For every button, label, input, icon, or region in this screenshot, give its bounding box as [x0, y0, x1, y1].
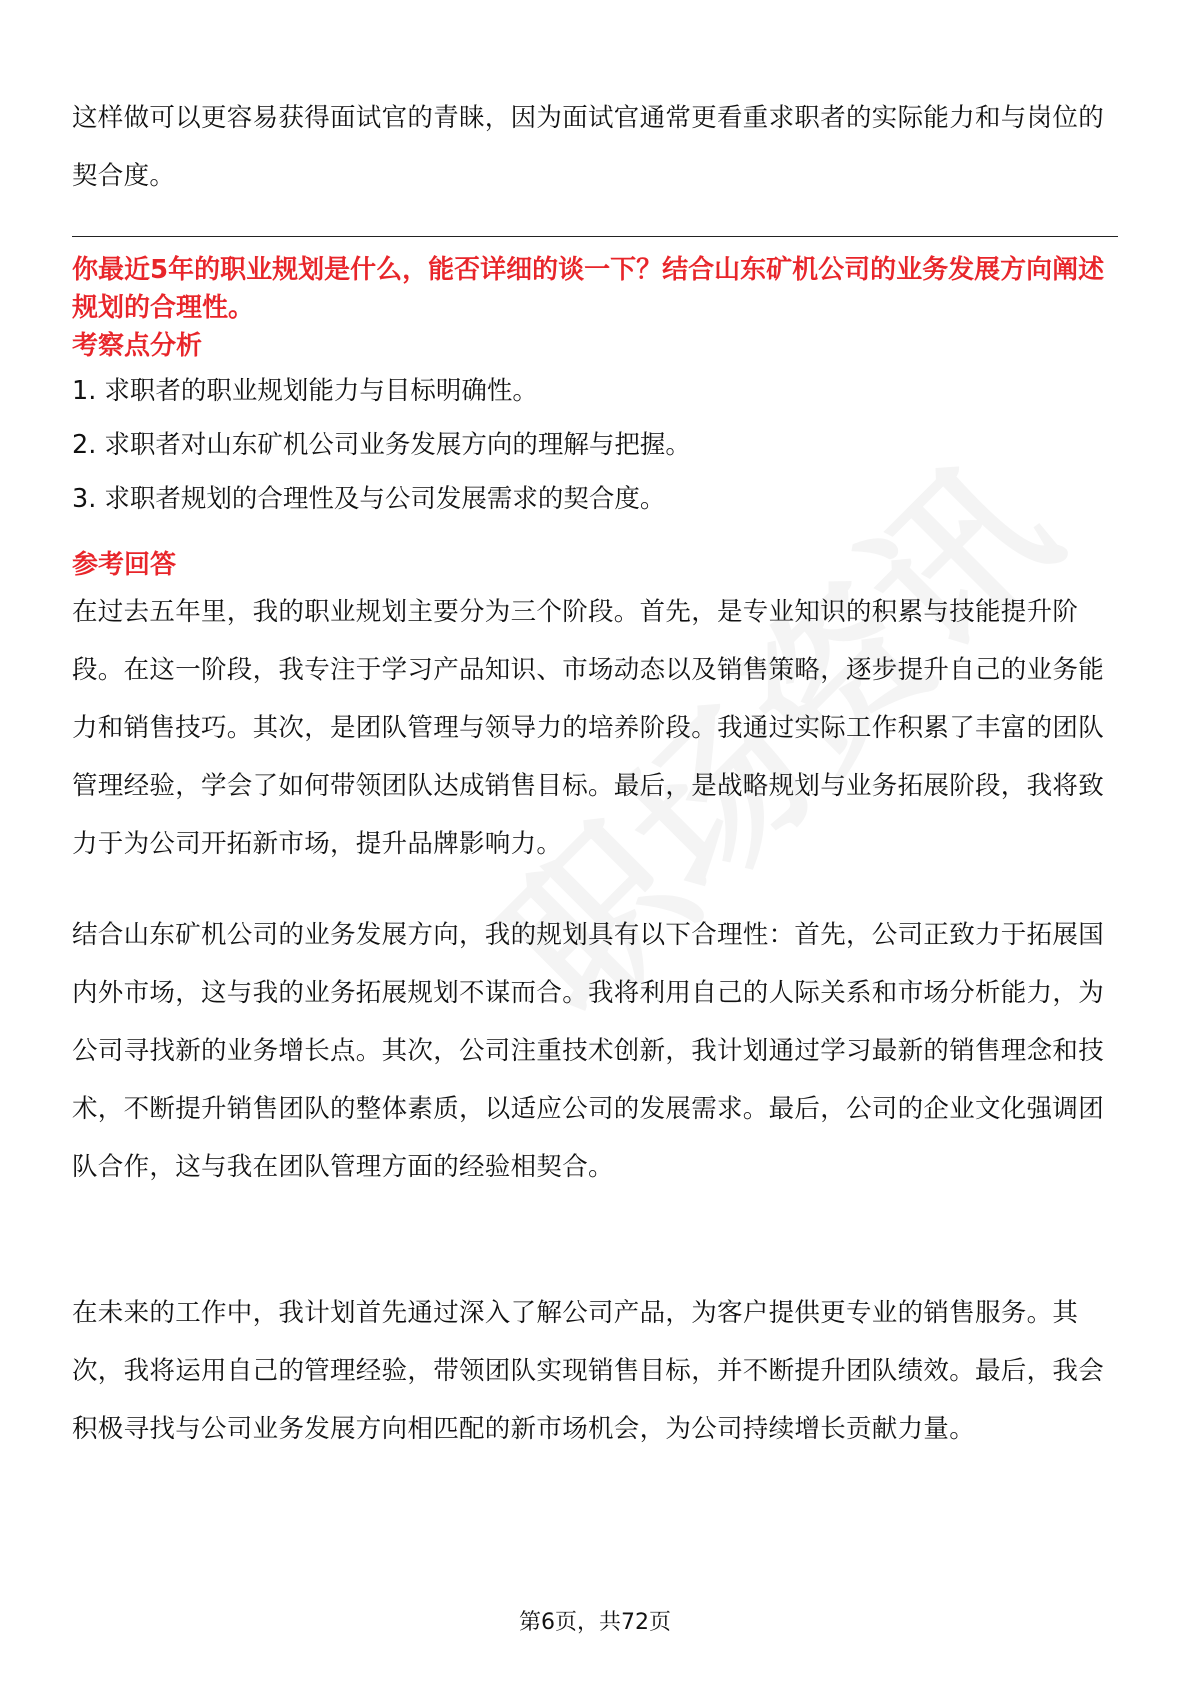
page-number: 第6页，共72页 — [519, 1610, 671, 1635]
answer-paragraph-2: 结合山东矿机公司的业务发展方向，我的规划具有以下合理性：首先，公司正致力于拓展国内外市场，这与我的业务拓展规划不谋而合。我将利用自己的人际关系和市场分析能力，为公司寻找新的业务增长点。其次，公司注重技术创新，我计划通过学习最新的销售理念和技术，不断提升销售团队的整体素质，以适应公司的发展需求。最后，公司的企业文化强调团队合作，这与我在团队管理方面的经验相契合。 — [72, 920, 1105, 1182]
analysis-item: 2. 求职者对山东矿机公司业务发展方向的理解与把握。 — [72, 430, 691, 460]
analysis-item: 1. 求职者的职业规划能力与目标明确性。 — [72, 376, 538, 406]
question-title: 你最近5年的职业规划是什么，能否详细的谈一下？结合山东矿机公司的业务发展方向阐述规划的合理性。 — [72, 255, 1105, 323]
answer-heading: 参考回答 — [72, 550, 177, 580]
answer-paragraph-3: 在未来的工作中，我计划首先通过深入了解公司产品，为客户提供更专业的销售服务。其次，我将运用自己的管理经验，带领团队实现销售目标，并不断提升团队绩效。最后，我会积极寻找与公司业务发展方向相匹配的新市场机会，为公司持续增长贡献力量。 — [72, 1298, 1105, 1444]
analysis-heading: 考察点分析 — [72, 331, 203, 361]
divider — [72, 236, 1118, 237]
answer-paragraph-1: 在过去五年里，我的职业规划主要分为三个阶段。首先，是专业知识的积累与技能提升阶段。在这一阶段，我专注于学习产品知识、市场动态以及销售策略，逐步提升自己的业务能力和销售技巧。其次，是团队管理与领导力的培养阶段。我通过实际工作积累了丰富的团队管理经验，学会了如何带领团队达成销售目标。最后，是战略规划与业务拓展阶段，我将致力于为公司开拓新市场，提升品牌影响力。 — [72, 597, 1105, 859]
analysis-item: 3. 求职者规划的合理性及与公司发展需求的契合度。 — [72, 484, 666, 514]
intro-paragraph: 这样做可以更容易获得面试官的青睐，因为面试官通常更看重求职者的实际能力和与岗位的契合度。 — [72, 103, 1105, 191]
